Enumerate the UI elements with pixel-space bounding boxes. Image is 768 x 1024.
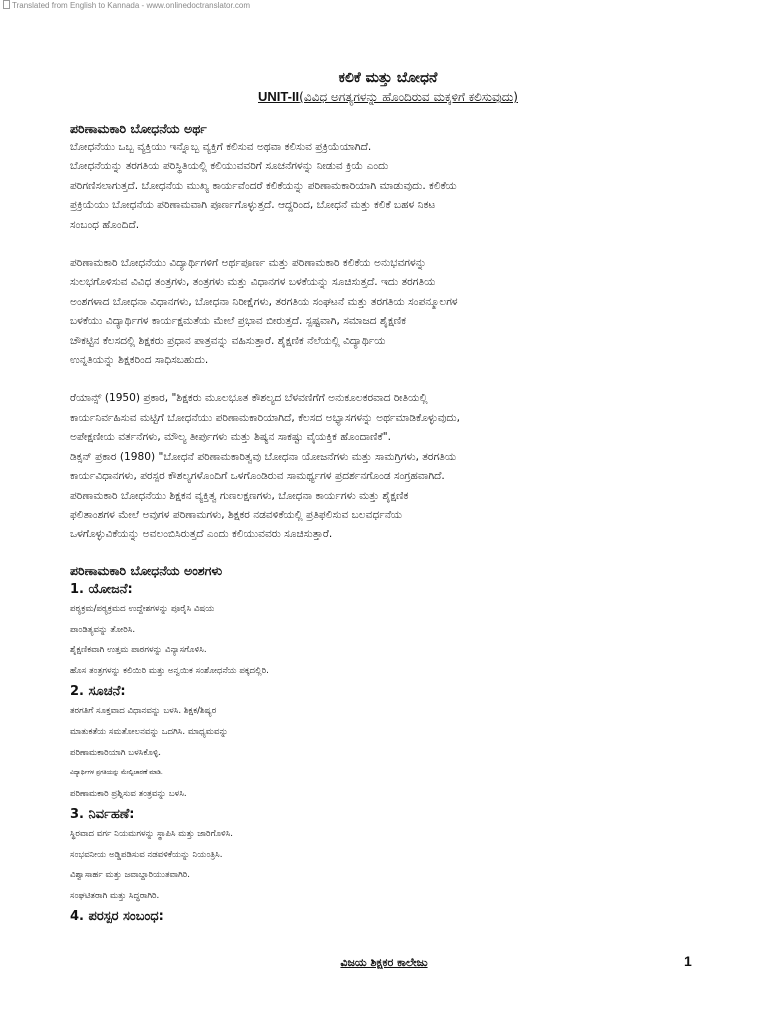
list-item: ಸ್ಥಿರವಾದ ವರ್ಗ ನಿಯಮಗಳನ್ನು ಸ್ಥಾಪಿಸಿ ಮತ್ತು ಜಾರಿಗೊಳಿಸಿ. [70,828,234,839]
document-page [70,68,706,926]
paragraph-line: ಚೌಕಟ್ಟಿನ ಕೆಲಸದಲ್ಲಿ ಶಿಕ್ಷಕರು ಪ್ರಧಾನ ಪಾತ್ರವನ್ನು ವಹಿಸುತ್ತಾರೆ. ಶೈಕ್ಷಣಿಕ ನೆಲೆಯಲ್ಲಿ ವಿದ್ಯಾರ್ಥಿಯ [70,334,386,347]
paragraph-effective-teaching [70,254,706,370]
paragraph-line: ಪರಿಣಾಮಕಾರಿ ಬೋಧನೆಯು ವಿದ್ಯಾರ್ಥಿಗಳಿಗೆ ಅರ್ಥಪೂರ್ಣ ಮತ್ತು ಪರಿಣಾಮಕಾರಿ ಕಲಿಕೆಯ ಅನುಭವಗಳನ್ನು [70,257,427,270]
paragraph-line: ಪರಿಣಾಮಕಾರಿ ಬೋಧನೆಯು ಶಿಕ್ಷಕನ ವ್ಯಕ್ತಿತ್ವ ಗುಣಲಕ್ಷಣಗಳು, ಬೋಧನಾ ಕಾರ್ಯಗಳು ಮತ್ತು ಶೈಕ್ಷಣಿಕ [70,489,409,502]
page-number: 1 [684,953,692,969]
list-item: ವಿದ್ಯಾರ್ಥಿಗಳ ಪ್ರಗತಿಯನ್ನು ಮೇಲ್ವಿಚಾರಣೆ ಮಾಡಿ. [70,769,163,777]
list-item: ವಿಶ್ವಾಸಾರ್ಹ ಮತ್ತು ಜವಾಬ್ದಾರಿಯುತವಾಗಿರಿ. [70,870,191,881]
paragraph-line: ಅಂಶಗಳಾದ ಬೋಧನಾ ವಿಧಾನಗಳು, ಬೋಧನಾ ನಿರೀಕ್ಷೆಗಳು, ತರಗತಿಯ ಸಂಘಟನೆ ಮತ್ತು ತರಗತಿಯ ಸಂಪನ್ಮೂಲಗಳ [70,295,458,308]
paragraph-quotations [70,389,706,544]
document-icon [3,0,10,9]
list-item: ಪರಿಣಾಮಕಾರಿಯಾಗಿ ಬಳಸಿಕೊಳ್ಳಿ. [70,747,161,758]
document-title: ಕಲಿಕೆ ಮತ್ತು ಬೋಧನೆ [338,70,438,86]
list-item: ಸಂಘಟಿತರಾಗಿ ಮತ್ತು ಸಿದ್ಧರಾಗಿರಿ. [70,891,160,902]
paragraph-line: ಕಾರ್ಯನಿರ್ವಹಿಸುವ ಮಟ್ಟಿಗೆ ಬೋಧನೆಯು ಪರಿಣಾಮಕಾರಿಯಾಗಿದೆ, ಕೆಲಸದ ಅಭ್ಯಾಸಗಳನ್ನು ಅರ್ಥಮಾಡಿಕೊಳ್ಳುವುದು, [70,411,460,424]
paragraph-line: ಪರಿಗಣಿಸಲಾಗುತ್ತದೆ. ಬೋಧನೆಯ ಮುಖ್ಯ ಕಾರ್ಯವೆಂದರೆ ಕಲಿಕೆಯನ್ನು ಪರಿಣಾಮಕಾರಿಯಾಗಿ ಮಾಡುವುದು. ಕಲಿಕೆಯ [70,179,457,192]
subheading-instruction: 2. ಸೂಚನೆ: [70,683,126,699]
paragraph-line: ಫಲಿತಾಂಶಗಳ ಮೇಲೆ ಅವುಗಳ ಪರಿಣಾಮಗಳು, ಶಿಕ್ಷಕರ ನಡವಳಿಕೆಯಲ್ಲಿ ಪ್ರತಿಫಲಿಸುವ ಬಲವರ್ಧನೆಯ [70,508,403,521]
paragraph-line: ಕಾರ್ಯವಿಧಾನಗಳು, ಪರಸ್ಪರ ಕೌಶಲ್ಯಗಳೊಂದಿಗೆ ಒಳಗೊಂಡಿರುವ ಸಾಮರ್ಥ್ಯಗಳ ಪ್ರದರ್ಶನಗೊಂಡ ಸಂಗ್ರಹವಾಗಿದೆ. [70,470,445,483]
paragraph-line: ಒಳಗೊಳ್ಳುವಿಕೆಯನ್ನು ಅವಲಂಬಿಸಿರುತ್ತದೆ ಎಂದು ಕಲಿಯುವವರು ಸೂಚಿಸುತ್ತಾರೆ. [70,528,333,541]
section-heading-elements: ಪರಿಣಾಮಕಾರಿ ಬೋಧನೆಯ ಅಂಶಗಳು [70,562,223,578]
paragraph-line: ಡಿಕ್ಸನ್ ಪ್ರಕಾರ (1980) "ಬೋಧನೆ ಪರಿಣಾಮಕಾರಿತ್ವವು ಬೋಧನಾ ಯೋಜನೆಗಳು ಮತ್ತು ಸಾಮಗ್ರಿಗಳು, ತರಗತಿಯ [70,450,457,463]
paragraph-line: ಬೋಧನೆಯನ್ನು ತರಗತಿಯ ಪರಿಸ್ಥಿತಿಯಲ್ಲಿ ಕಲಿಯುವವರಿಗೆ ಸೂಚನೆಗಳನ್ನು ನೀಡುವ ಕ್ರಿಯೆ ಎಂದು [70,160,389,173]
translator-note-text: Translated from English to Kannada - www.onlinedoctranslator.com [12,1,251,10]
paragraph-line: ಅಪೇಕ್ಷಣೀಯ ವರ್ತನೆಗಳು, ಮೌಲ್ಯ ತೀರ್ಪುಗಳು ಮತ್ತು ಶಿಷ್ಯನ ಸಾಕಷ್ಟು ವೈಯಕ್ತಿಕ ಹೊಂದಾಣಿಕೆ". [70,431,392,444]
unit-label: UNIT-II [258,89,300,104]
paragraph-line: ರೆಯಾನ್ಸ್ (1950) ಪ್ರಕಾರ, "ಶಿಕ್ಷಕರು ಮೂಲಭೂತ ಕೌಶಲ್ಯದ ಬೆಳವಣಿಗೆಗೆ ಅನುಕೂಲಕರವಾದ ರೀತಿಯಲ್ಲಿ [70,392,428,405]
subheading-management: 3. ನಿರ್ವಹಣೆ: [70,806,135,822]
section-heading-meaning: ಪರಿಣಾಮಕಾರಿ ಬೋಧನೆಯ ಅರ್ಥ [70,121,207,136]
paragraph-line: ಸಂಬಂಧ ಹೊಂದಿದೆ. [70,218,140,231]
footer-college-name: ವಿಜಯ ಶಿಕ್ಷಕರ ಕಾಲೇಜು [340,956,428,969]
paragraph-line: ಸುಲಭಗೊಳಿಸುವ ವಿವಿಧ ತಂತ್ರಗಳು, ತಂತ್ರಗಳು ಮತ್ತು ವಿಧಾನಗಳ ಬಳಕೆಯನ್ನು ಸೂಚಿಸುತ್ತದೆ. ಇದು ತರಗತಿಯ [70,276,436,289]
paragraph-line: ಬಳಕೆಯು ವಿದ್ಯಾರ್ಥಿಗಳ ಕಾರ್ಯಕ್ಷಮತೆಯ ಮೇಲೆ ಪ್ರಭಾವ ಬೀರುತ್ತದೆ. ಸ್ಪಷ್ಟವಾಗಿ, ಸಮಾಜದ ಶೈಕ್ಷಣಿಕ [70,315,407,328]
paragraph-line: ಬೋಧನೆಯು ಒಬ್ಬ ವ್ಯಕ್ತಿಯು ಇನ್ನೊಬ್ಬ ವ್ಯಕ್ತಿಗೆ ಕಲಿಸುವ ಅಥವಾ ಕಲಿಸುವ ಪ್ರಕ್ರಿಯೆಯಾಗಿದೆ. [70,141,372,153]
list-item: ಹೊಸ ತಂತ್ರಗಳನ್ನು ಕಲಿಯಿರಿ ಮತ್ತು ಅನ್ವಯಿಕ ಸಂಶೋಧನೆಯ ಪಕ್ಕದಲ್ಲಿರಿ. [70,666,269,677]
paragraph-line: ಪ್ರಕ್ರಿಯೆಯು ಬೋಧನೆಯ ಪರಿಣಾಮವಾಗಿ ಪೂರ್ಣಗೊಳ್ಳುತ್ತದೆ. ಆದ್ದರಿಂದ, ಬೋಧನೆ ಮತ್ತು ಕಲಿಕೆ ಬಹಳ ನಿಕಟ [70,199,436,212]
list-item: ತರಗತಿಗೆ ಸೂಕ್ತವಾದ ವಿಧಾನವನ್ನು ಬಳಸಿ. ಶಿಕ್ಷಕ/ಶಿಷ್ಯರ [70,705,217,716]
list-item: ಪರಿಣಾಮಕಾರಿ ಪ್ರಶ್ನಿಸುವ ತಂತ್ರವನ್ನು ಬಳಸಿ. [70,789,187,800]
subheading-planning: 1. ಯೋಜನೆ: [70,581,133,597]
planning-list [70,599,706,682]
list-item: ಪಠ್ಯಕ್ರಮ/ಪಠ್ಯಕ್ರಮದ ಉದ್ದೇಶಗಳನ್ನು ಪೂರೈಸಿ ವಿಷಯ [70,603,215,614]
translator-note [0,0,250,14]
document-subtitle [70,88,706,106]
instruction-list [70,701,706,805]
management-list [70,824,706,907]
subheading-relationship: 4. ಪರಸ್ಪರ ಸಂಬಂಧ: [70,909,164,925]
list-item: ಶೈಕ್ಷಣಿಕವಾಗಿ ಉತ್ತಮ ಪಾಠಗಳನ್ನು ವಿನ್ಯಾಸಗೊಳಿಸಿ. [70,645,207,656]
unit-description: (ವಿವಿಧ ಅಗತ್ಯಗಳನ್ನು ಹೊಂದಿರುವ ಮಕ್ಕಳಿಗೆ ಕಲಿಸುವುದು) [299,90,518,104]
list-item: ಸಂಭವನೀಯ ಅಡ್ಡಿಪಡಿಸುವ ನಡವಳಿಕೆಯನ್ನು ನಿಯಂತ್ರಿಸಿ. [70,849,223,860]
list-item: ಪಾಂಡಿತ್ಯವನ್ನು ತೋರಿಸಿ. [70,624,136,635]
list-item: ಮಾತುಕತೆಯ ಸಮತೋಲನವನ್ನು ಒದಗಿಸಿ. ಮಾಧ್ಯಮವನ್ನು [70,726,229,737]
paragraph-line: ಉನ್ನತಿಯನ್ನು ಶಿಕ್ಷಕರಿಂದ ಸಾಧಿಸಬಹುದು. [70,354,209,367]
paragraph-definition [70,138,706,235]
